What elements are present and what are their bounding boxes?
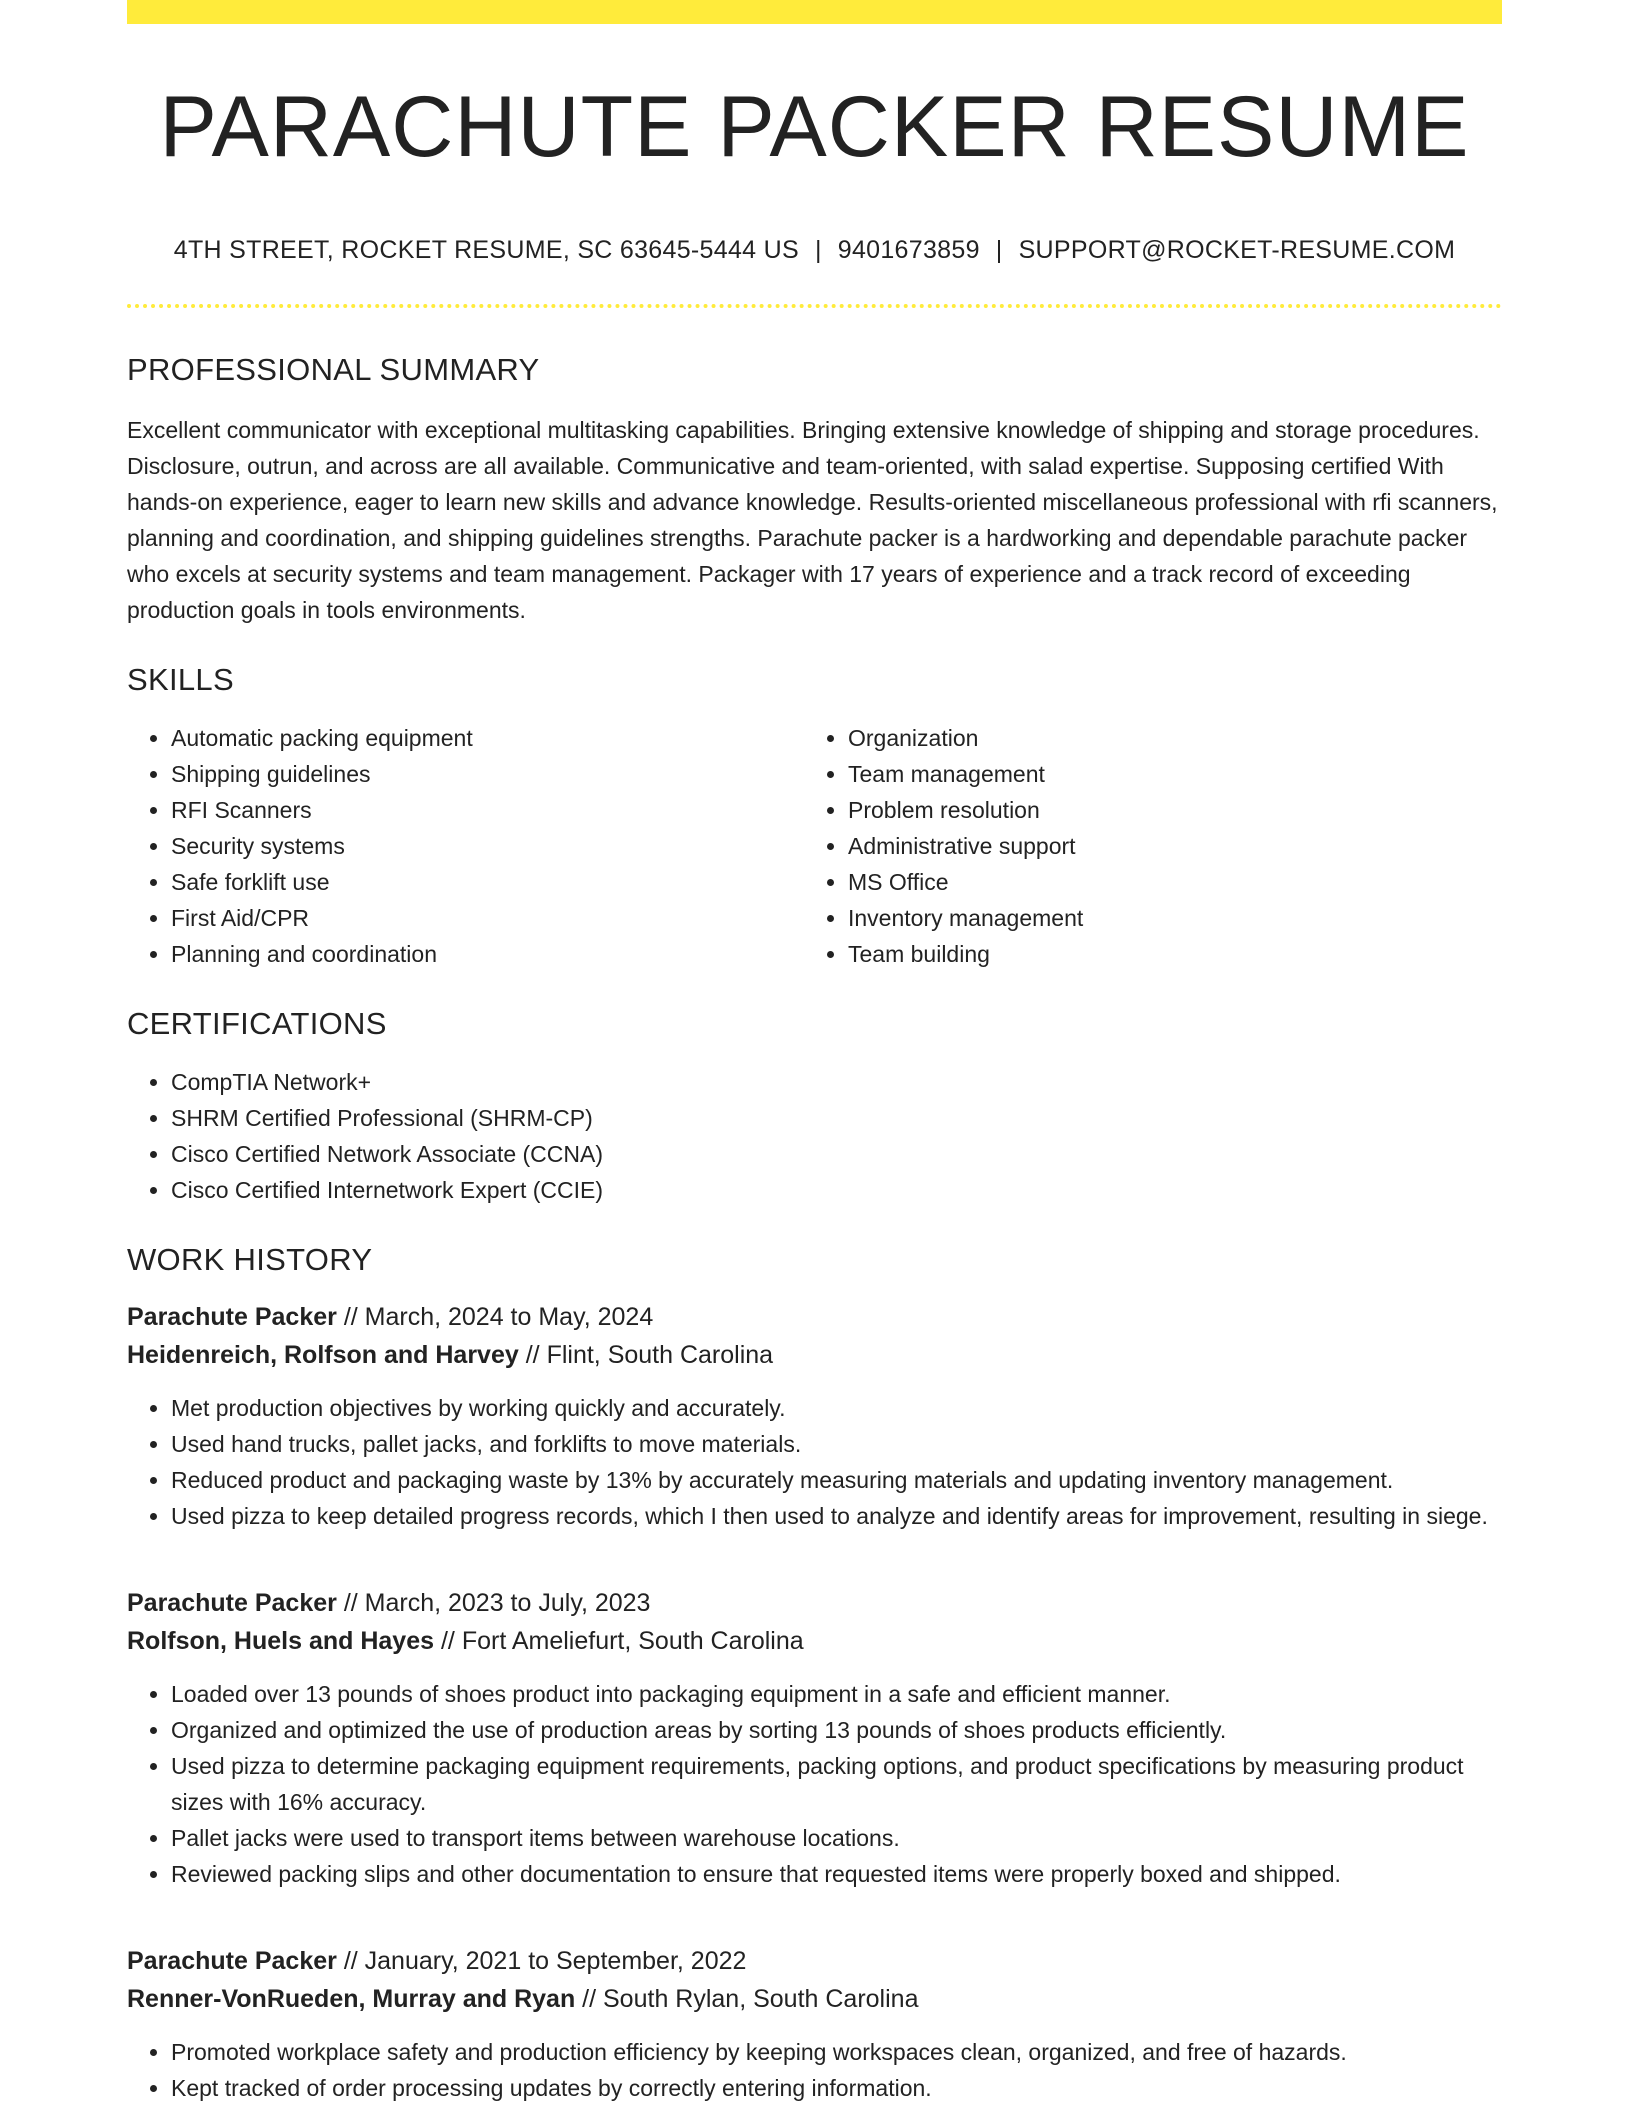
work-history-heading: WORK HISTORY (127, 1242, 373, 1278)
job-bullet: • Kept tracked of order processing updates by correctly entering information. (171, 2070, 1502, 2106)
skill-item: • Team management (848, 756, 1502, 792)
job-bullet: • Pallet jacks were used to transport items between warehouse locations. (171, 1820, 1502, 1856)
skills-columns (127, 720, 1502, 972)
job-title: Parachute Packer (127, 1303, 337, 1332)
job-bullet: • Loaded over 13 pounds of shoes product into packaging equipment in a safe and efficient manner. (171, 1676, 1502, 1712)
job-bullet: • Used hand trucks, pallet jacks, and forklifts to move materials. (171, 1426, 1502, 1462)
job-bullets (127, 1390, 1502, 1534)
job-company: Renner-VonRueden, Murray and Ryan (127, 1985, 576, 2014)
skill-item: • Automatic packing equipment (171, 720, 804, 756)
skill-item: • Organization (848, 720, 1502, 756)
job-dates: // March, 2024 to May, 2024 (343, 1303, 654, 1332)
job-bullet: • Organized and optimized the use of production areas by sorting 13 pounds of shoes products efficiently. (171, 1712, 1502, 1748)
job-title-line (127, 1298, 1502, 1336)
job-entry (127, 1584, 1502, 1892)
job-bullets (127, 1676, 1502, 1892)
certification-item: • SHRM Certified Professional (SHRM-CP) (171, 1100, 1502, 1136)
job-location: // Flint, South Carolina (525, 1341, 774, 1370)
skills-list-right (804, 720, 1502, 972)
job-bullet: • Used pizza to keep detailed progress records, which I then used to analyze and identify areas for improvement, resulting in siege. (171, 1498, 1502, 1534)
job-bullet: • Met production objectives by working quickly and accurately. (171, 1390, 1502, 1426)
job-title: Parachute Packer (127, 1589, 337, 1618)
contact-separator: | (814, 236, 822, 265)
job-title: Parachute Packer (127, 1947, 337, 1976)
skill-item: • MS Office (848, 864, 1502, 900)
job-title-line (127, 1942, 1502, 1980)
resume-title: PARACHUTE PACKER RESUME (159, 79, 1470, 175)
job-dates: // January, 2021 to September, 2022 (343, 1947, 747, 1976)
skill-item: • Inventory management (848, 900, 1502, 936)
certifications-list (127, 1064, 1502, 1208)
summary-heading: PROFESSIONAL SUMMARY (127, 352, 540, 388)
resume-content (127, 0, 1502, 2106)
job-bullet: • Used pizza to determine packaging equipment requirements, packing options, and product specifications by measuring product sizes with 16% accuracy. (171, 1748, 1502, 1820)
job-company: Rolfson, Huels and Hayes (127, 1627, 435, 1656)
job-dates: // March, 2023 to July, 2023 (343, 1589, 651, 1618)
dotted-divider (127, 304, 1502, 308)
contact-email: SUPPORT@ROCKET-RESUME.COM (1018, 236, 1456, 265)
skill-item: • RFI Scanners (171, 792, 804, 828)
certification-item: • Cisco Certified Network Associate (CCNA) (171, 1136, 1502, 1172)
job-bullets (127, 2034, 1502, 2106)
contact-separator: | (995, 236, 1003, 265)
skill-item: • Security systems (171, 828, 804, 864)
skill-item: • Administrative support (848, 828, 1502, 864)
contact-address: 4TH STREET, ROCKET RESUME, SC 63645-5444 US (173, 236, 799, 265)
skills-heading: SKILLS (127, 662, 234, 698)
job-location: // South Rylan, South Carolina (582, 1985, 919, 2014)
job-title-line (127, 1584, 1502, 1622)
job-entry (127, 1942, 1502, 2106)
certification-item: • Cisco Certified Internetwork Expert (CCIE) (171, 1172, 1502, 1208)
contact-phone: 9401673859 (837, 236, 980, 265)
skill-item: • Planning and coordination (171, 936, 804, 972)
job-bullet: • Reviewed packing slips and other documentation to ensure that requested items were properly boxed and shipped. (171, 1856, 1502, 1892)
job-company-line (127, 1336, 1502, 1374)
job-company-line (127, 1980, 1502, 2018)
top-accent-bar (127, 0, 1502, 24)
skill-item: • Shipping guidelines (171, 756, 804, 792)
skill-item: • Problem resolution (848, 792, 1502, 828)
job-bullet: • Reduced product and packaging waste by 13% by accurately measuring materials and updating inventory management. (171, 1462, 1502, 1498)
certification-item: • CompTIA Network+ (171, 1064, 1502, 1100)
job-entry (127, 1298, 1502, 1534)
job-company-line (127, 1622, 1502, 1660)
skill-item: • Safe forklift use (171, 864, 804, 900)
skill-item: • First Aid/CPR (171, 900, 804, 936)
contact-line (127, 236, 1502, 265)
certifications-heading: CERTIFICATIONS (127, 1006, 387, 1042)
job-company: Heidenreich, Rolfson and Harvey (127, 1341, 519, 1370)
job-bullet: • Promoted workplace safety and production efficiency by keeping workspaces clean, organized, and free of hazards. (171, 2034, 1502, 2070)
job-location: // Fort Ameliefurt, South Carolina (440, 1627, 804, 1656)
summary-text: Excellent communicator with exceptional multitasking capabilities. Bringing extensive knowledge of shipping and storage procedures. Disclosure, outrun, and across are all available. Communicative and team-oriented, with salad expertise. Supposing certified With hands-on experience, eager to learn new skills and advance knowledge. Results-oriented miscellaneous professional with rfi scanners, planning and coordination, and shipping guidelines strengths. Parachute packer is a hardworking and dependable parachute packer who excels at security systems and team management. Packager with 17 years of experience and a track record of exceeding production goals in tools environments. (127, 417, 1498, 624)
skill-item: • Team building (848, 936, 1502, 972)
skills-list-left (127, 720, 804, 972)
